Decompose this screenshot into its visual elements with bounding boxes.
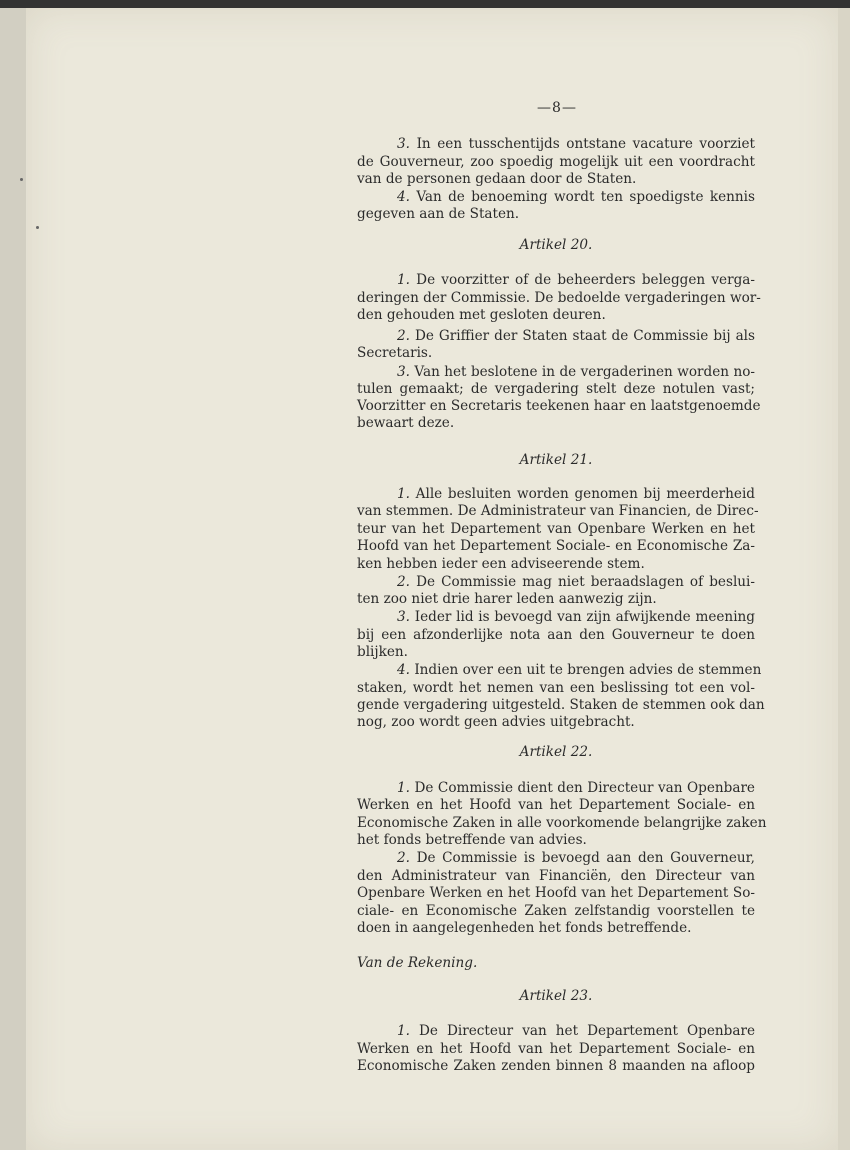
speck-mark: [20, 178, 23, 181]
article-heading: Artikel 21.: [519, 452, 593, 468]
paragraph-line: staken, wordt het nemen van een beslissing tot een vol-: [357, 680, 755, 696]
paragraph-line: gegeven aan de Staten.: [357, 206, 520, 222]
paragraph-line: 3. In een tusschentijds ontstane vacature voorziet: [397, 136, 755, 152]
paragraph-line: Openbare Werken en het Hoofd van het Departement So-: [357, 885, 755, 901]
paragraph-line: 2. De Commissie is bevoegd aan den Gouverneur,: [397, 850, 755, 866]
paragraph-line: 4. Indien over een uit te brengen advies de stemmen: [397, 662, 762, 678]
paragraph-line: Werken en het Hoofd van het Departement Sociale- en: [357, 1041, 755, 1057]
paragraph-line: Secretaris.: [357, 345, 433, 361]
speck-mark: [36, 226, 39, 229]
article-heading: Artikel 20.: [519, 237, 593, 253]
paragraph-line: Economische Zaken zenden binnen 8 maanden na afloop: [357, 1058, 755, 1074]
paragraph-line: 1. De Directeur van het Departement Openbare: [397, 1023, 756, 1039]
scan-border-right: [838, 8, 850, 1150]
paragraph-line: deringen der Commissie. De bedoelde vergaderingen wor-: [357, 290, 761, 306]
paragraph-line: doen in aangelegenheden het fonds betreffende.: [357, 920, 692, 936]
paragraph-line: blijken.: [357, 644, 408, 660]
paragraph-line: den Administrateur van Financiën, den Directeur van: [357, 868, 755, 884]
paragraph-line: 2. De Griffier der Staten staat de Commissie bij als: [397, 328, 755, 344]
paragraph-line: 1. De voorzitter of de beheerders beleggen verga-: [397, 272, 755, 288]
paragraph-line: ciale- en Economische Zaken zelfstandig voorstellen te: [357, 903, 755, 919]
paragraph-line: den gehouden met gesloten deuren.: [357, 307, 606, 323]
article-heading: Artikel 22.: [519, 744, 593, 760]
paragraph-line: Voorzitter en Secretaris teekenen haar en laatstgenoemde: [357, 398, 761, 414]
paragraph-line: 1. De Commissie dient den Directeur van Openbare: [397, 780, 755, 796]
paragraph-line: Hoofd van het Departement Sociale- en Economische Za-: [357, 538, 755, 554]
paragraph-line: ten zoo niet drie harer leden aanwezig zijn.: [357, 591, 657, 607]
paragraph-line: Economische Zaken in alle voorkomende belangrijke zaken: [357, 815, 767, 831]
paragraph-line: van de personen gedaan door de Staten.: [357, 171, 637, 187]
paragraph-line: nog, zoo wordt geen advies uitgebracht.: [357, 714, 635, 730]
paragraph-line: 1. Alle besluiten worden genomen bij meerderheid: [397, 486, 755, 502]
paragraph-line: de Gouverneur, zoo spoedig mogelijk uit een voordracht: [357, 154, 755, 170]
paragraph-line: bewaart deze.: [357, 415, 455, 431]
paragraph-line: tulen gemaakt; de vergadering stelt deze notulen vast;: [357, 381, 755, 397]
paragraph-line: van stemmen. De Administrateur van Financien, de Direc-: [357, 503, 759, 519]
page-number: —8—: [537, 100, 577, 116]
paragraph-line: Werken en het Hoofd van het Departement Sociale- en: [357, 797, 755, 813]
paragraph-line: ken hebben ieder een adviseerende stem.: [357, 556, 645, 572]
paragraph-line: gende vergadering uitgesteld. Staken de stemmen ook dan: [357, 697, 765, 713]
scan-border-top: [0, 0, 850, 8]
paragraph-line: het fonds betreffende van advies.: [357, 832, 587, 848]
paragraph-line: 3. Ieder lid is bevoegd van zijn afwijkende meening: [397, 609, 755, 625]
section-heading: Van de Rekening.: [357, 955, 478, 971]
article-heading: Artikel 23.: [519, 988, 593, 1004]
paragraph-line: 2. De Commissie mag niet beraadslagen of beslui-: [397, 574, 755, 590]
paragraph-line: 4. Van de benoeming wordt ten spoedigste kennis: [397, 189, 755, 205]
paragraph-line: bij een afzonderlijke nota aan den Gouverneur te doen: [357, 627, 755, 643]
paragraph-line: teur van het Departement van Openbare Werken en het: [357, 521, 755, 537]
paragraph-line: 3. Van het beslotene in de vergaderinen worden no-: [397, 364, 755, 380]
